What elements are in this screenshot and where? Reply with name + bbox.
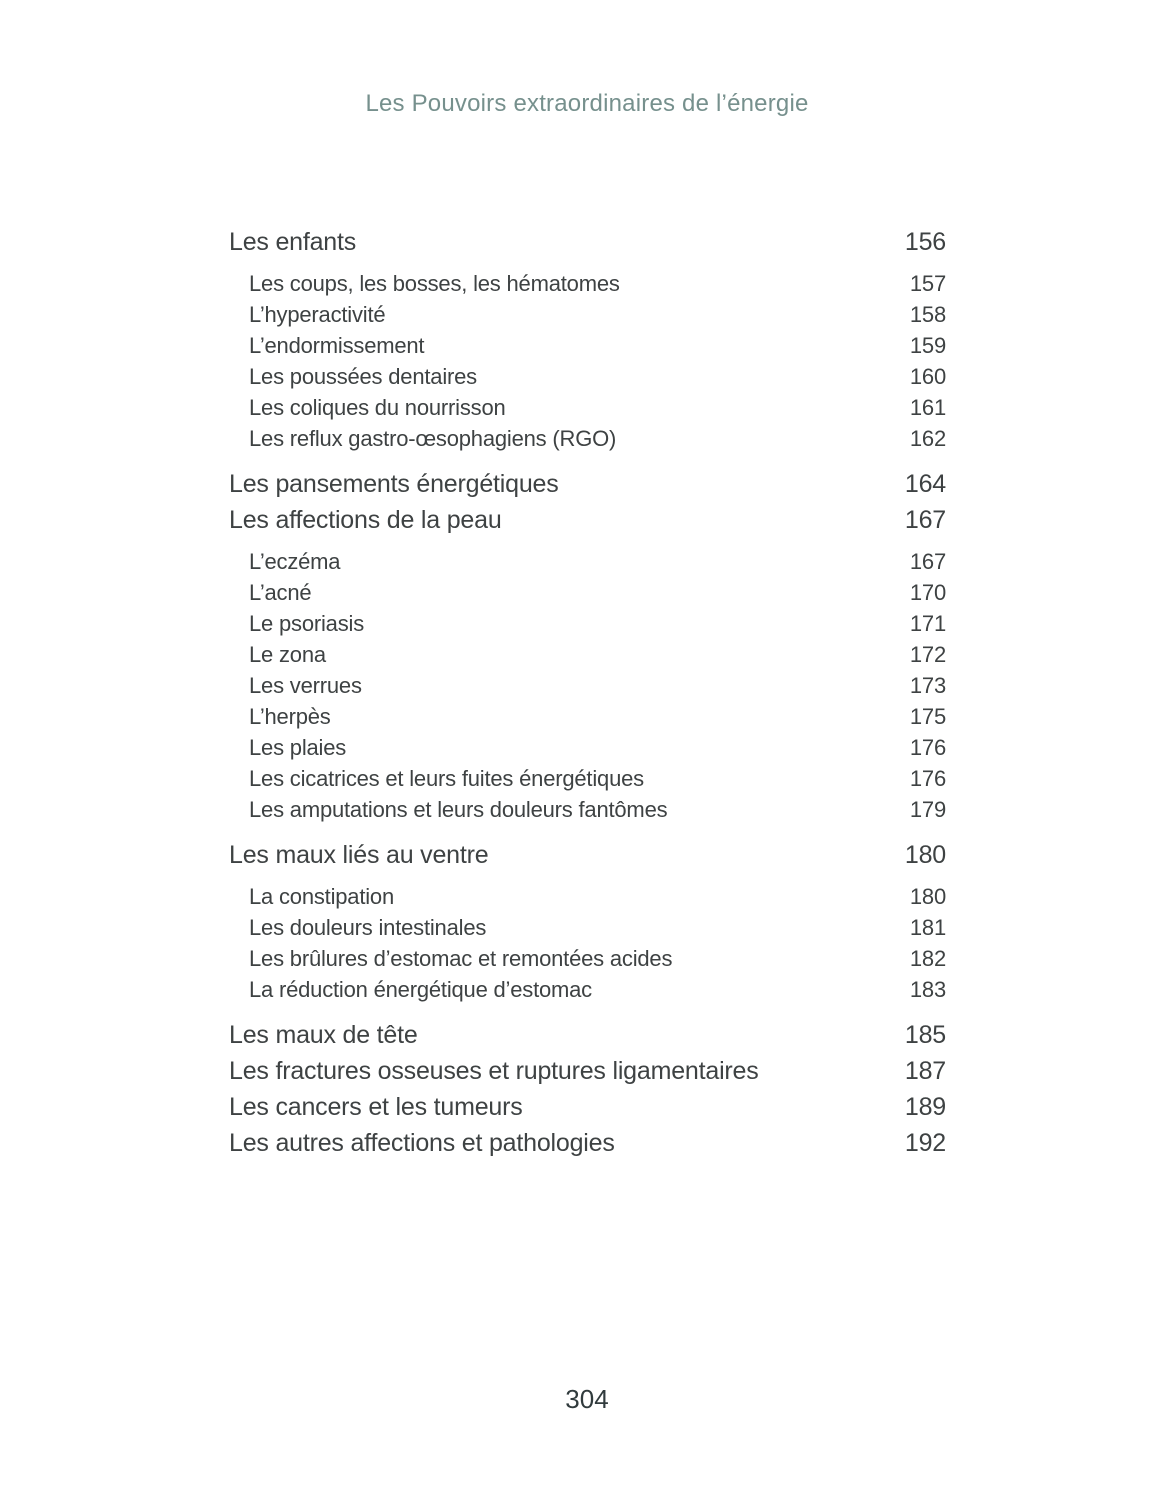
toc-entry — [229, 794, 946, 825]
toc-entry — [229, 268, 946, 299]
toc-heading — [229, 466, 946, 502]
toc-entry-label: Les reflux gastro-œsophagiens (RGO) — [249, 426, 617, 451]
toc-subentries — [229, 546, 946, 825]
toc-entry-label: Les plaies — [249, 735, 347, 760]
folio-page-number: 304 — [565, 1384, 609, 1414]
toc-entry-label: La réduction énergétique d’estomac — [249, 977, 592, 1002]
toc-entry-label: La constipation — [249, 884, 394, 909]
toc-heading-label: Les fractures osseuses et ruptures ligamentaires — [229, 1057, 759, 1085]
toc-heading-label: Les maux de tête — [229, 1021, 418, 1049]
toc-heading-page-number: 189 — [904, 1093, 946, 1121]
toc-entry-label: Les poussées dentaires — [249, 364, 477, 389]
toc-entry — [229, 881, 946, 912]
toc-group — [229, 1125, 946, 1161]
toc-heading-page-number: 167 — [904, 506, 946, 534]
toc-heading-page-number: 185 — [904, 1021, 946, 1049]
toc-entry-label: L’herpès — [249, 704, 331, 729]
toc-group — [229, 466, 946, 502]
running-header: Les Pouvoirs extraordinaires de l’énergie — [365, 90, 809, 117]
toc-entry-page-number: 180 — [909, 884, 946, 909]
toc-entry — [229, 732, 946, 763]
toc-entry-page-number: 173 — [909, 673, 946, 698]
toc-entry-page-number: 171 — [909, 611, 946, 636]
toc-entry-label: L’eczéma — [249, 549, 341, 574]
toc-entry — [229, 639, 946, 670]
toc-entry-page-number: 167 — [909, 549, 946, 574]
toc-heading-label: Les affections de la peau — [229, 506, 502, 534]
toc-group — [229, 502, 946, 825]
toc-heading-label: Les maux liés au ventre — [229, 841, 489, 869]
toc-heading — [229, 224, 946, 260]
toc-entry-label: L’acné — [249, 580, 312, 605]
toc-heading-page-number: 187 — [904, 1057, 946, 1085]
toc-entry — [229, 361, 946, 392]
toc-entry-page-number: 159 — [909, 333, 946, 358]
toc-entry-label: Les amputations et leurs douleurs fantômes — [249, 797, 668, 822]
toc-heading — [229, 502, 946, 538]
toc-subentries — [229, 881, 946, 1005]
toc-heading-page-number: 156 — [904, 228, 946, 256]
toc-subentries — [229, 268, 946, 454]
toc-entry — [229, 974, 946, 1005]
toc-entry — [229, 423, 946, 454]
toc-entry — [229, 912, 946, 943]
toc-group — [229, 1053, 946, 1089]
toc-entry-page-number: 176 — [909, 766, 946, 791]
toc-entry-page-number: 161 — [909, 395, 946, 420]
toc-entry-page-number: 176 — [909, 735, 946, 760]
toc-entry — [229, 392, 946, 423]
toc-heading — [229, 1089, 946, 1125]
table-of-contents — [229, 224, 946, 1161]
toc-entry-page-number: 162 — [909, 426, 946, 451]
toc-entry-label: Les douleurs intestinales — [249, 915, 487, 940]
toc-group — [229, 837, 946, 1005]
toc-heading-label: Les cancers et les tumeurs — [229, 1093, 523, 1121]
toc-entry — [229, 330, 946, 361]
toc-heading-page-number: 164 — [904, 470, 946, 498]
toc-entry-page-number: 158 — [909, 302, 946, 327]
toc-entry-page-number: 181 — [909, 915, 946, 940]
toc-heading-label: Les autres affections et pathologies — [229, 1129, 615, 1157]
toc-entry-label: Les cicatrices et leurs fuites énergétiques — [249, 766, 644, 791]
toc-entry-label: L’hyperactivité — [249, 302, 386, 327]
toc-entry — [229, 670, 946, 701]
toc-entry-page-number: 183 — [909, 977, 946, 1002]
toc-entry-page-number: 179 — [909, 797, 946, 822]
toc-entry-page-number: 157 — [909, 271, 946, 296]
toc-entry-label: Les verrues — [249, 673, 362, 698]
toc-entry — [229, 608, 946, 639]
toc-group — [229, 224, 946, 454]
toc-heading-label: Les enfants — [229, 228, 357, 256]
toc-heading-label: Les pansements énergétiques — [229, 470, 559, 498]
toc-entry-page-number: 160 — [909, 364, 946, 389]
toc-heading — [229, 1125, 946, 1161]
toc-group — [229, 1017, 946, 1053]
toc-entry — [229, 577, 946, 608]
toc-entry — [229, 546, 946, 577]
toc-entry-page-number: 172 — [909, 642, 946, 667]
toc-heading-page-number: 180 — [904, 841, 946, 869]
toc-entry-label: Les coliques du nourrisson — [249, 395, 506, 420]
toc-entry-label: Les coups, les bosses, les hématomes — [249, 271, 620, 296]
toc-heading — [229, 837, 946, 873]
toc-entry-page-number: 182 — [909, 946, 946, 971]
toc-entry-label: Le zona — [249, 642, 326, 667]
toc-group — [229, 1089, 946, 1125]
toc-entry-label: Le psoriasis — [249, 611, 364, 636]
toc-entry-page-number: 170 — [909, 580, 946, 605]
toc-heading-page-number: 192 — [904, 1129, 946, 1157]
toc-entry-label: Les brûlures d’estomac et remontées acides — [249, 946, 673, 971]
toc-entry-label: L’endormissement — [249, 333, 425, 358]
toc-entry-page-number: 175 — [909, 704, 946, 729]
toc-heading — [229, 1017, 946, 1053]
toc-entry — [229, 701, 946, 732]
toc-entry — [229, 763, 946, 794]
toc-entry — [229, 943, 946, 974]
toc-heading — [229, 1053, 946, 1089]
toc-entry — [229, 299, 946, 330]
